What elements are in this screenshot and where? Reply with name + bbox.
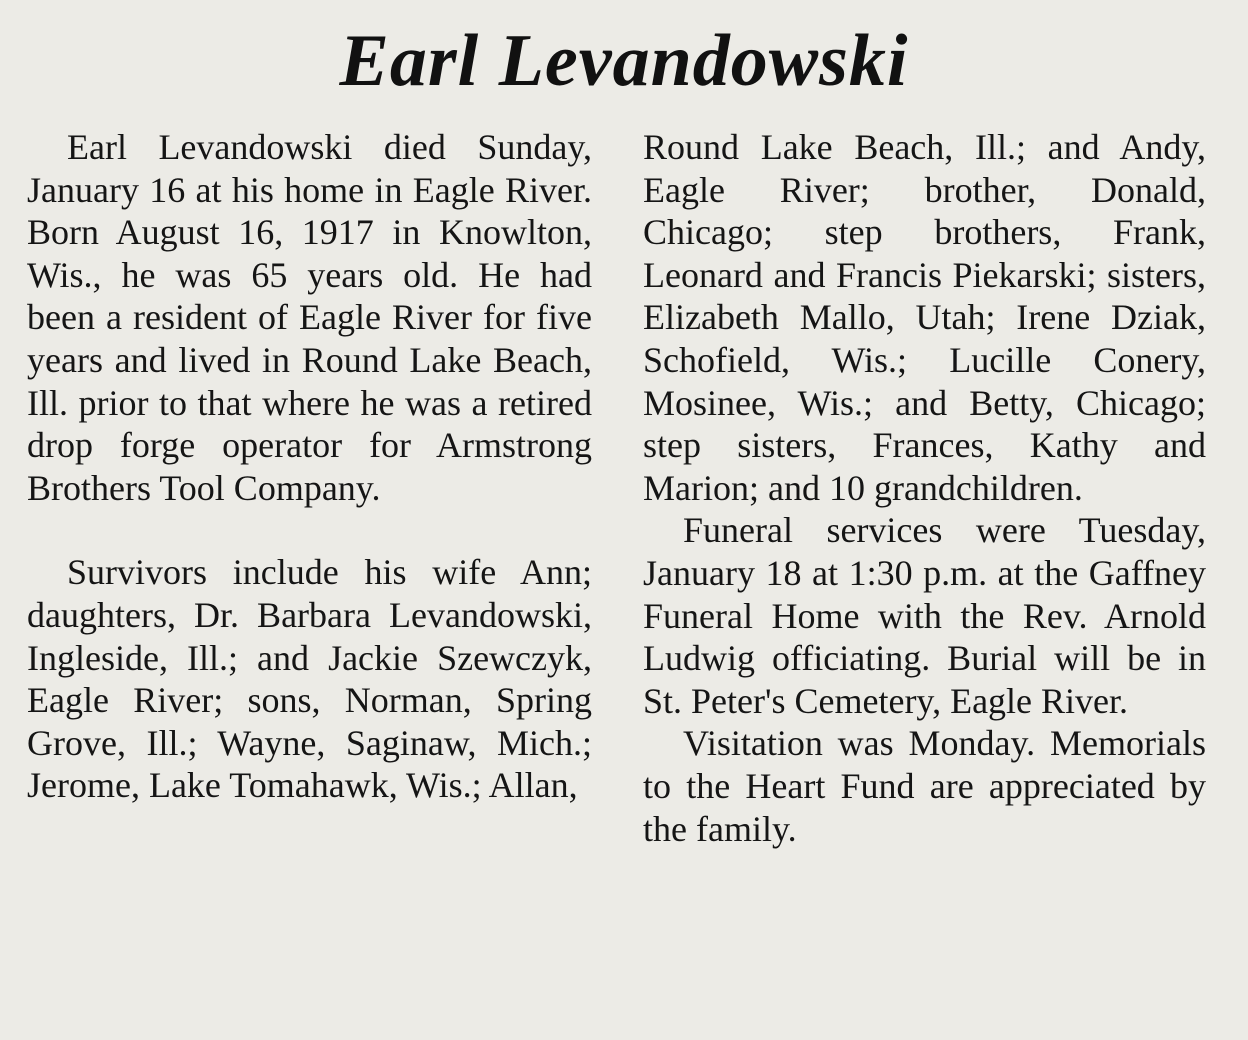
- paragraph-visitation: Visitation was Monday. Memorials to the Heart Fund are appreciated by the family.: [643, 723, 1206, 849]
- paragraph-survivors-continued: Round Lake Beach, Ill.; and Andy, Eagle River; brother, Donald, Chicago; step brothers, Frank, Leonard and Francis Piekarski; sisters, Elizabeth Mallo, Utah; Irene Dziak, Schofield, Wis.; Lucille Conery, Mosinee, Wis.; and Betty, Chicago; step sisters, Frances, Kathy and Marion; and 10 grandchildren.: [643, 127, 1206, 508]
- paragraph-funeral-services: Funeral services were Tuesday, January 18 at 1:30 p.m. at the Gaffney Funeral Home with the Rev. Arnold Ludwig officiating. Burial will be in St. Peter's Cemetery, Eagle River.: [643, 510, 1206, 721]
- headline: Earl Levandowski: [339, 20, 909, 102]
- left-column: [27, 126, 592, 807]
- paragraph-survivors: Survivors include his wife Ann; daughters, Dr. Barbara Levandowski, Ingleside, Ill.; and Jackie Szewczyk, Eagle River; sons, Norman, Spring Grove, Ill.; Wayne, Saginaw, Mich.; Jerome, Lake Tomahawk, Wis.; Allan,: [27, 552, 592, 806]
- right-column: [643, 126, 1206, 850]
- paragraph-death-notice: Earl Levandowski died Sunday, January 16 at his home in Eagle River. Born August 16, 1917 in Knowlton, Wis., he was 65 years old. He had been a resident of Eagle River for five years and lived in Round Lake Beach, Ill. prior to that where he was a retired drop forge operator for Armstrong Brothers Tool Company.: [27, 127, 592, 508]
